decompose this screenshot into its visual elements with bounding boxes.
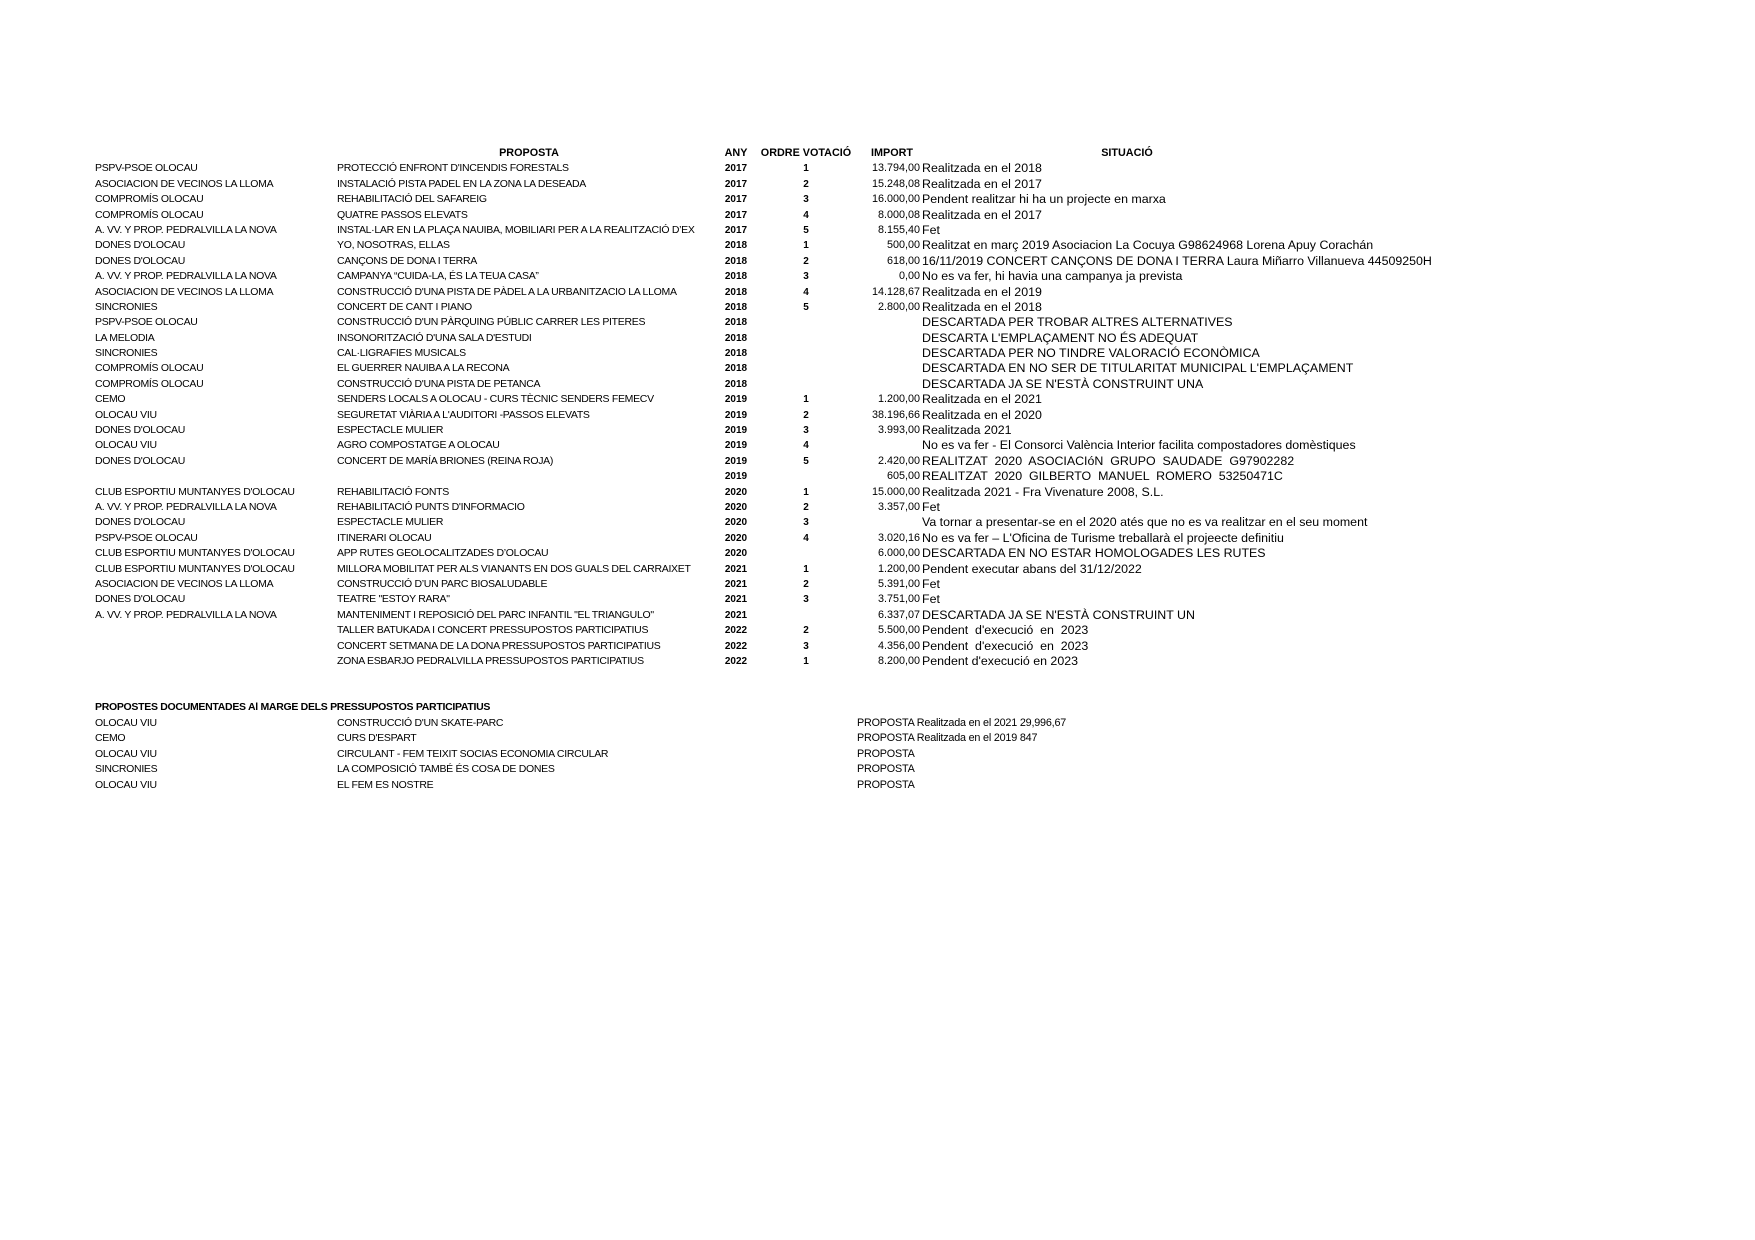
cell-any: 2019	[724, 471, 748, 483]
cell-situacio: Pendent executar abans del 31/12/2022	[922, 561, 1142, 576]
cell-proposta: CAMPANYA “CUIDA-LA, ÉS LA TEUA CASA”	[337, 270, 539, 283]
cell-entity: A. VV. Y PROP. PEDRALVILLA LA NOVA	[95, 223, 277, 236]
cell-import	[828, 515, 920, 530]
cell-import	[828, 315, 920, 330]
cell-any: 2018	[724, 271, 748, 283]
cell-entity: CEMO	[95, 393, 126, 406]
cell-situacio: Va tornar a presentar-se en el 2020 atés que no es va realitzar en el seu moment	[922, 515, 1368, 530]
cell-situacio: DESCARTADA EN NO SER DE TITULARITAT MUNICIPAL L'EMPLAÇAMENT	[922, 361, 1354, 376]
cell-proposta: CONSTRUCCIÓ D’UN PARC BIOSALUDABLE	[337, 577, 548, 590]
cell-any: 2019	[724, 425, 748, 437]
cell-import: 500,00	[886, 239, 920, 252]
cell-proposta: APP RUTES GEOLOCALITZADES D’OLOCAU	[337, 547, 549, 560]
cell-import: 2.800,00	[877, 300, 920, 313]
cell-situacio: Realitzat en març 2019 Asociacion La Cocuya G98624968 Lorena Apuy Corachán	[922, 238, 1374, 253]
cell-ordre-votacio: 2	[803, 255, 809, 267]
cell-status: PROPOSTA	[857, 747, 915, 760]
table-row	[0, 546, 1755, 561]
cell-entity: SINCRONIES	[95, 347, 158, 360]
margin-row	[0, 716, 1755, 731]
cell-entity: A. VV. Y PROP. PEDRALVILLA LA NOVA	[95, 500, 277, 513]
cell-proposta: MANTENIMENT I REPOSICIÓ DEL PARC INFANTIL "EL TRIANGULO"	[337, 608, 654, 621]
table-row	[0, 208, 1755, 223]
cell-entity	[95, 623, 335, 638]
cell-any: 2022	[724, 625, 748, 637]
cell-any: 2021	[724, 578, 748, 590]
cell-import: 8.155,40	[877, 223, 920, 236]
cell-import	[828, 331, 920, 346]
cell-entity: SINCRONIES	[95, 300, 158, 313]
cell-import: 6.000,00	[877, 547, 920, 560]
cell-import: 5.500,00	[877, 624, 920, 637]
header-ordre-votacio: ORDRE VOTACIÓ	[760, 147, 852, 159]
table-row	[0, 562, 1755, 577]
cell-situacio: DESCARTADA JA SE N'ESTÀ CONSTRUINT UN	[922, 607, 1195, 622]
cell-any: 2017	[724, 194, 748, 206]
cell-proposta: ESPECTACLE MULIER	[337, 516, 444, 529]
cell-any: 2018	[724, 348, 748, 360]
margin-row	[0, 778, 1755, 793]
cell-proposta: CONCERT SETMANA DE LA DONA PRESSUPOSTOS PARTICIPATIUS	[337, 639, 661, 652]
cell-situacio: Pendent d'execució en 2023	[922, 638, 1089, 653]
cell-ordre-votacio: 2	[803, 178, 809, 190]
cell-import: 3.357,00	[877, 500, 920, 513]
cell-ordre-votacio: 3	[803, 425, 809, 437]
table-row	[0, 300, 1755, 315]
cell-proposta: INSTALACIÓ PISTA PADEL EN LA ZONA LA DESEADA	[337, 177, 587, 190]
cell-entity: PSPV-PSOE OLOCAU	[95, 162, 198, 175]
cell-situacio: DESCARTADA EN NO ESTAR HOMOLOGADES LES RUTES	[922, 546, 1266, 561]
cell-status: PROPOSTA Realitzada en el 2019 847	[857, 732, 1038, 745]
cell-situacio: Realitzada 2021 - Fra Vivenature 2008, S.L.	[922, 484, 1164, 499]
cell-proposta: INSTAL·LAR EN LA PLAÇA NAUIBA, MOBILIARI PER A LA REALITZACIÓ D’EX	[337, 223, 695, 236]
table-row	[0, 454, 1755, 469]
cell-situacio: Fet	[922, 222, 940, 237]
cell-entity: DONES D'OLOCAU	[95, 424, 185, 437]
cell-proposta: QUATRE PASSOS ELEVATS	[337, 208, 468, 221]
cell-proposta: CONSTRUCCIÓ D'UN SKATE-PARC	[337, 717, 504, 729]
cell-proposta: PROTECCIÓ ENFRONT D'INCENDIS FORESTALS	[337, 162, 569, 175]
cell-any: 2018	[724, 240, 748, 252]
cell-ordre-votacio: 1	[803, 163, 809, 175]
cell-entity: DONES D'OLOCAU	[95, 454, 185, 467]
cell-situacio: REALITZAT 2020 ASOCIACIóN GRUPO SAUDADE G97902282	[922, 453, 1295, 468]
cell-proposta: CONSTRUCCIÓ D'UNA PISTA DE PÀDEL A LA URBANITZACIO LA LLOMA	[337, 285, 677, 298]
cell-proposta: CONSTRUCCIÓ D'UNA PISTA DE PETANCA	[337, 377, 541, 390]
cell-status: PROPOSTA	[857, 763, 915, 776]
cell-import: 618,00	[886, 254, 920, 267]
cell-proposta: CAL·LIGRAFIES MUSICALS	[337, 347, 466, 360]
cell-import	[828, 377, 920, 392]
cell-any: 2017	[724, 178, 748, 190]
cell-entity: LA MELODIA	[95, 331, 155, 344]
cell-any: 2022	[724, 655, 748, 667]
cell-proposta: CONSTRUCCIÓ D'UN PÀRQUING PÚBLIC CARRER LES PITERES	[337, 316, 646, 329]
cell-any: 2019	[724, 409, 748, 421]
table-row	[0, 315, 1755, 330]
table-row	[0, 223, 1755, 238]
cell-any: 2020	[724, 517, 748, 529]
header-import: IMPORT	[871, 147, 913, 159]
cell-import: 1.200,00	[877, 562, 920, 575]
cell-situacio: No es va fer – L'Oficina de Turisme treballarà el projeecte definitiu	[922, 530, 1284, 545]
cell-ordre-votacio: 1	[803, 486, 809, 498]
table-row	[0, 377, 1755, 392]
cell-proposta: YO, NOSOTRAS, ELLAS	[337, 239, 450, 252]
cell-ordre-votacio: 2	[803, 501, 809, 513]
cell-import: 15.248,08	[871, 177, 920, 190]
cell-proposta: CANÇONS DE DONA I TERRA	[337, 254, 477, 267]
cell-entity: OLOCAU VIU	[95, 439, 157, 452]
table-row	[0, 408, 1755, 423]
header-any: ANY	[724, 147, 748, 159]
cell-situacio: 16/11/2019 CONCERT CANÇONS DE DONA I TERRA Laura Miñarro Villanueva 44509250H	[922, 253, 1432, 268]
cell-import: 15.000,00	[871, 485, 920, 498]
cell-import: 8.200,00	[877, 654, 920, 667]
cell-import: 16.000,00	[871, 193, 920, 206]
cell-proposta: REHABILITACIÓ FONTS	[337, 485, 449, 498]
cell-ordre-votacio: 3	[803, 517, 809, 529]
cell-import: 13.794,00	[871, 162, 920, 175]
cell-any: 2018	[724, 255, 748, 267]
cell-ordre-votacio: 4	[803, 209, 809, 221]
cell-entity: ASOCIACION DE VECINOS LA LLOMA	[95, 177, 274, 190]
cell-entity: SINCRONIES	[95, 763, 158, 776]
table-row	[0, 438, 1755, 453]
header-situacio: SITUACIÓ	[1101, 147, 1153, 159]
cell-import: 5.391,00	[877, 577, 920, 590]
cell-any: 2022	[724, 640, 748, 652]
table-row	[0, 254, 1755, 269]
cell-any: 2017	[724, 163, 748, 175]
cell-import: 8.000,08	[877, 208, 920, 221]
cell-entity: CLUB ESPORTIU MUNTANYES D'OLOCAU	[95, 485, 295, 498]
table-row	[0, 577, 1755, 592]
table-row	[0, 392, 1755, 407]
cell-proposta: SEGURETAT VIÀRIA A L'AUDITORI -PASSOS ELEVATS	[337, 408, 590, 421]
cell-any: 2019	[724, 394, 748, 406]
table-row	[0, 639, 1755, 654]
margin-rows	[0, 716, 1755, 793]
cell-entity: OLOCAU VIU	[95, 717, 157, 729]
cell-status: PROPOSTA	[857, 778, 915, 791]
cell-entity: DONES D'OLOCAU	[95, 254, 185, 267]
cell-entity: DONES D'OLOCAU	[95, 239, 185, 252]
table-row	[0, 161, 1755, 176]
table-row	[0, 346, 1755, 361]
cell-ordre-votacio: 4	[803, 440, 809, 452]
cell-any: 2020	[724, 501, 748, 513]
cell-entity: DONES D'OLOCAU	[95, 593, 185, 606]
table-rows	[0, 161, 1755, 669]
cell-any: 2021	[724, 563, 748, 575]
cell-situacio: REALITZAT 2020 GILBERTO MANUEL ROMERO 53250471C	[922, 469, 1283, 484]
cell-situacio: Realitzada en el 2017	[922, 207, 1042, 222]
cell-any: 2021	[724, 609, 748, 621]
cell-ordre-votacio: 2	[803, 578, 809, 590]
cell-import: 3.751,00	[877, 593, 920, 606]
cell-entity: CLUB ESPORTIU MUNTANYES D'OLOCAU	[95, 562, 295, 575]
table-row	[0, 485, 1755, 500]
cell-situacio: Pendent realitzar hi ha un projecte en marxa	[922, 192, 1166, 207]
cell-situacio: Fet	[922, 592, 940, 607]
table-row	[0, 608, 1755, 623]
cell-entity: ASOCIACION DE VECINOS LA LLOMA	[95, 285, 274, 298]
table-row	[0, 500, 1755, 515]
cell-any: 2018	[724, 286, 748, 298]
cell-status: PROPOSTA Realitzada en el 2021 29,996,67	[857, 717, 1067, 729]
cell-situacio: No es va fer, hi havia una campanya ja prevista	[922, 269, 1183, 284]
cell-situacio: Fet	[922, 499, 940, 514]
cell-situacio: Realitzada 2021	[922, 423, 1012, 438]
cell-ordre-votacio: 4	[803, 286, 809, 298]
cell-situacio: Realitzada en el 2019	[922, 284, 1042, 299]
cell-proposta: EL GUERRER NAUIBA A LA RECONA	[337, 362, 510, 375]
cell-import: 605,00	[886, 470, 920, 483]
cell-entity: COMPROMÍS OLOCAU	[95, 377, 204, 390]
cell-situacio: Realitzada en el 2017	[922, 176, 1042, 191]
cell-import: 3.020,16	[877, 531, 920, 544]
cell-situacio: Pendent d'execució en 2023	[922, 623, 1089, 638]
cell-ordre-votacio: 3	[803, 271, 809, 283]
table-row	[0, 177, 1755, 192]
table-row	[0, 192, 1755, 207]
cell-ordre-votacio: 5	[803, 224, 809, 236]
cell-any: 2019	[724, 455, 748, 467]
cell-proposta: ZONA ESBARJO PEDRALVILLA PRESSUPOSTOS PARTICIPATIUS	[337, 654, 644, 667]
cell-any: 2017	[724, 224, 748, 236]
cell-proposta	[337, 469, 721, 484]
cell-any: 2018	[724, 301, 748, 313]
cell-proposta: REHABILITACIÓ PUNTS D'INFORMACIO	[337, 500, 525, 513]
cell-any: 2018	[724, 378, 748, 390]
cell-ordre-votacio: 5	[803, 301, 809, 313]
cell-proposta: CURS D'ESPART	[337, 732, 417, 745]
cell-situacio: Realitzada en el 2018	[922, 161, 1042, 176]
cell-any: 2017	[724, 209, 748, 221]
cell-entity: COMPROMÍS OLOCAU	[95, 208, 204, 221]
header-proposta: PROPOSTA	[499, 147, 559, 159]
table-header-row	[0, 146, 1755, 161]
cell-entity	[95, 469, 335, 484]
margin-row	[0, 747, 1755, 762]
cell-proposta: AGRO COMPOSTATGE A OLOCAU	[337, 439, 500, 452]
margin-row	[0, 731, 1755, 746]
cell-ordre-votacio: 1	[803, 655, 809, 667]
cell-situacio: DESCARTADA JA SE N'ESTÀ CONSTRUINT UNA	[922, 376, 1204, 391]
table-row	[0, 238, 1755, 253]
cell-ordre-votacio: 1	[803, 394, 809, 406]
margin-row	[0, 762, 1755, 777]
table-row	[0, 654, 1755, 669]
cell-entity: COMPROMÍS OLOCAU	[95, 193, 204, 206]
table-row	[0, 423, 1755, 438]
cell-ordre-votacio: 4	[803, 532, 809, 544]
cell-entity: A. VV. Y PROP. PEDRALVILLA LA NOVA	[95, 270, 277, 283]
cell-any: 2019	[724, 440, 748, 452]
cell-proposta: ESPECTACLE MULIER	[337, 424, 444, 437]
cell-any: 2018	[724, 363, 748, 375]
cell-any: 2020	[724, 548, 748, 560]
cell-ordre-votacio: 1	[803, 240, 809, 252]
cell-any: 2018	[724, 332, 748, 344]
cell-situacio: DESCARTADA PER TROBAR ALTRES ALTERNATIVES	[922, 315, 1233, 330]
cell-entity: DONES D'OLOCAU	[95, 516, 185, 529]
cell-import	[828, 346, 920, 361]
cell-entity: OLOCAU VIU	[95, 747, 157, 760]
table-row	[0, 592, 1755, 607]
cell-proposta: CIRCULANT - FEM TEIXIT SOCIAS ECONOMIA CIRCULAR	[337, 747, 609, 760]
cell-any: 2020	[724, 532, 748, 544]
cell-proposta: CONCERT DE MARÍA BRIONES (REINA ROJA)	[337, 454, 554, 467]
table-row	[0, 285, 1755, 300]
cell-proposta: SENDERS LOCALS A OLOCAU - CURS TÈCNIC SENDERS FEMECV	[337, 393, 654, 406]
cell-entity: OLOCAU VIU	[95, 778, 157, 791]
cell-any: 2020	[724, 486, 748, 498]
cell-proposta: TALLER BATUKADA I CONCERT PRESSUPOSTOS PARTICIPATIUS	[337, 624, 649, 637]
table-row	[0, 361, 1755, 376]
cell-situacio: Pendent d'execució en 2023	[922, 653, 1078, 668]
cell-import: 14.128,67	[871, 285, 920, 298]
cell-situacio: DESCARTADA PER NO TINDRE VALORACIÓ ECONÒMICA	[922, 346, 1260, 361]
margin-section-title: PROPOSTES DOCUMENTADES Al MARGE DELS PRESSUPOSTOS PARTICIPATIUS	[95, 701, 491, 713]
cell-situacio: Realitzada en el 2018	[922, 299, 1042, 314]
table-row	[0, 331, 1755, 346]
cell-import: 4.356,00	[877, 639, 920, 652]
cell-situacio: Fet	[922, 576, 940, 591]
cell-proposta: LA COMPOSICIÓ TAMBÉ ÉS COSA DE DONES	[337, 763, 555, 776]
cell-import	[828, 438, 920, 453]
table-row	[0, 269, 1755, 284]
cell-entity: A. VV. Y PROP. PEDRALVILLA LA NOVA	[95, 608, 277, 621]
cell-entity: CLUB ESPORTIU MUNTANYES D'OLOCAU	[95, 547, 295, 560]
cell-entity: ASOCIACION DE VECINOS LA LLOMA	[95, 577, 274, 590]
cell-import: 1.200,00	[877, 393, 920, 406]
cell-proposta: MILLORA MOBILITAT PER ALS VIANANTS EN DOS GUALS DEL CARRAIXET	[337, 562, 691, 575]
cell-entity: PSPV-PSOE OLOCAU	[95, 531, 198, 544]
cell-proposta: EL FEM ES NOSTRE	[337, 778, 434, 791]
cell-entity: OLOCAU VIU	[95, 408, 157, 421]
cell-ordre-votacio: 5	[803, 455, 809, 467]
cell-ordre-votacio: 2	[803, 625, 809, 637]
cell-situacio: Realitzada en el 2020	[922, 407, 1042, 422]
cell-ordre-votacio: 1	[803, 563, 809, 575]
cell-proposta: INSONORITZACIÓ D'UNA SALA D'ESTUDI	[337, 331, 532, 344]
cell-import: 3.993,00	[877, 424, 920, 437]
cell-proposta: REHABILITACIÓ DEL SAFAREIG	[337, 193, 487, 206]
table-row	[0, 515, 1755, 530]
cell-import	[828, 361, 920, 376]
cell-entity: COMPROMÍS OLOCAU	[95, 362, 204, 375]
cell-proposta: CONCERT DE CANT I PIANO	[337, 300, 472, 313]
cell-situacio: Realitzada en el 2021	[922, 392, 1042, 407]
cell-situacio: No es va fer - El Consorci València Interior facilita compostadores domèstiques	[922, 438, 1356, 453]
cell-any: 2018	[724, 317, 748, 329]
cell-any: 2021	[724, 594, 748, 606]
cell-import: 6.337,07	[877, 608, 920, 621]
cell-situacio: DESCARTA L'EMPLAÇAMENT NO ÉS ADEQUAT	[922, 330, 1199, 345]
cell-entity: PSPV-PSOE OLOCAU	[95, 316, 198, 329]
cell-entity	[95, 654, 335, 669]
cell-proposta: ITINERARI OLOCAU	[337, 531, 432, 544]
cell-ordre-votacio: 3	[803, 194, 809, 206]
table-row	[0, 531, 1755, 546]
proposals-table	[0, 146, 1755, 669]
cell-import: 38.196,66	[871, 408, 920, 421]
cell-proposta: TEATRE "ESTOY RARA"	[337, 593, 450, 606]
cell-ordre-votacio: 2	[803, 409, 809, 421]
cell-entity: CEMO	[95, 732, 126, 745]
cell-ordre-votacio: 3	[803, 594, 809, 606]
cell-entity	[95, 639, 335, 654]
cell-ordre-votacio: 3	[803, 640, 809, 652]
cell-import: 0,00	[898, 270, 920, 283]
table-row	[0, 623, 1755, 638]
cell-import: 2.420,00	[877, 454, 920, 467]
table-row	[0, 469, 1755, 484]
